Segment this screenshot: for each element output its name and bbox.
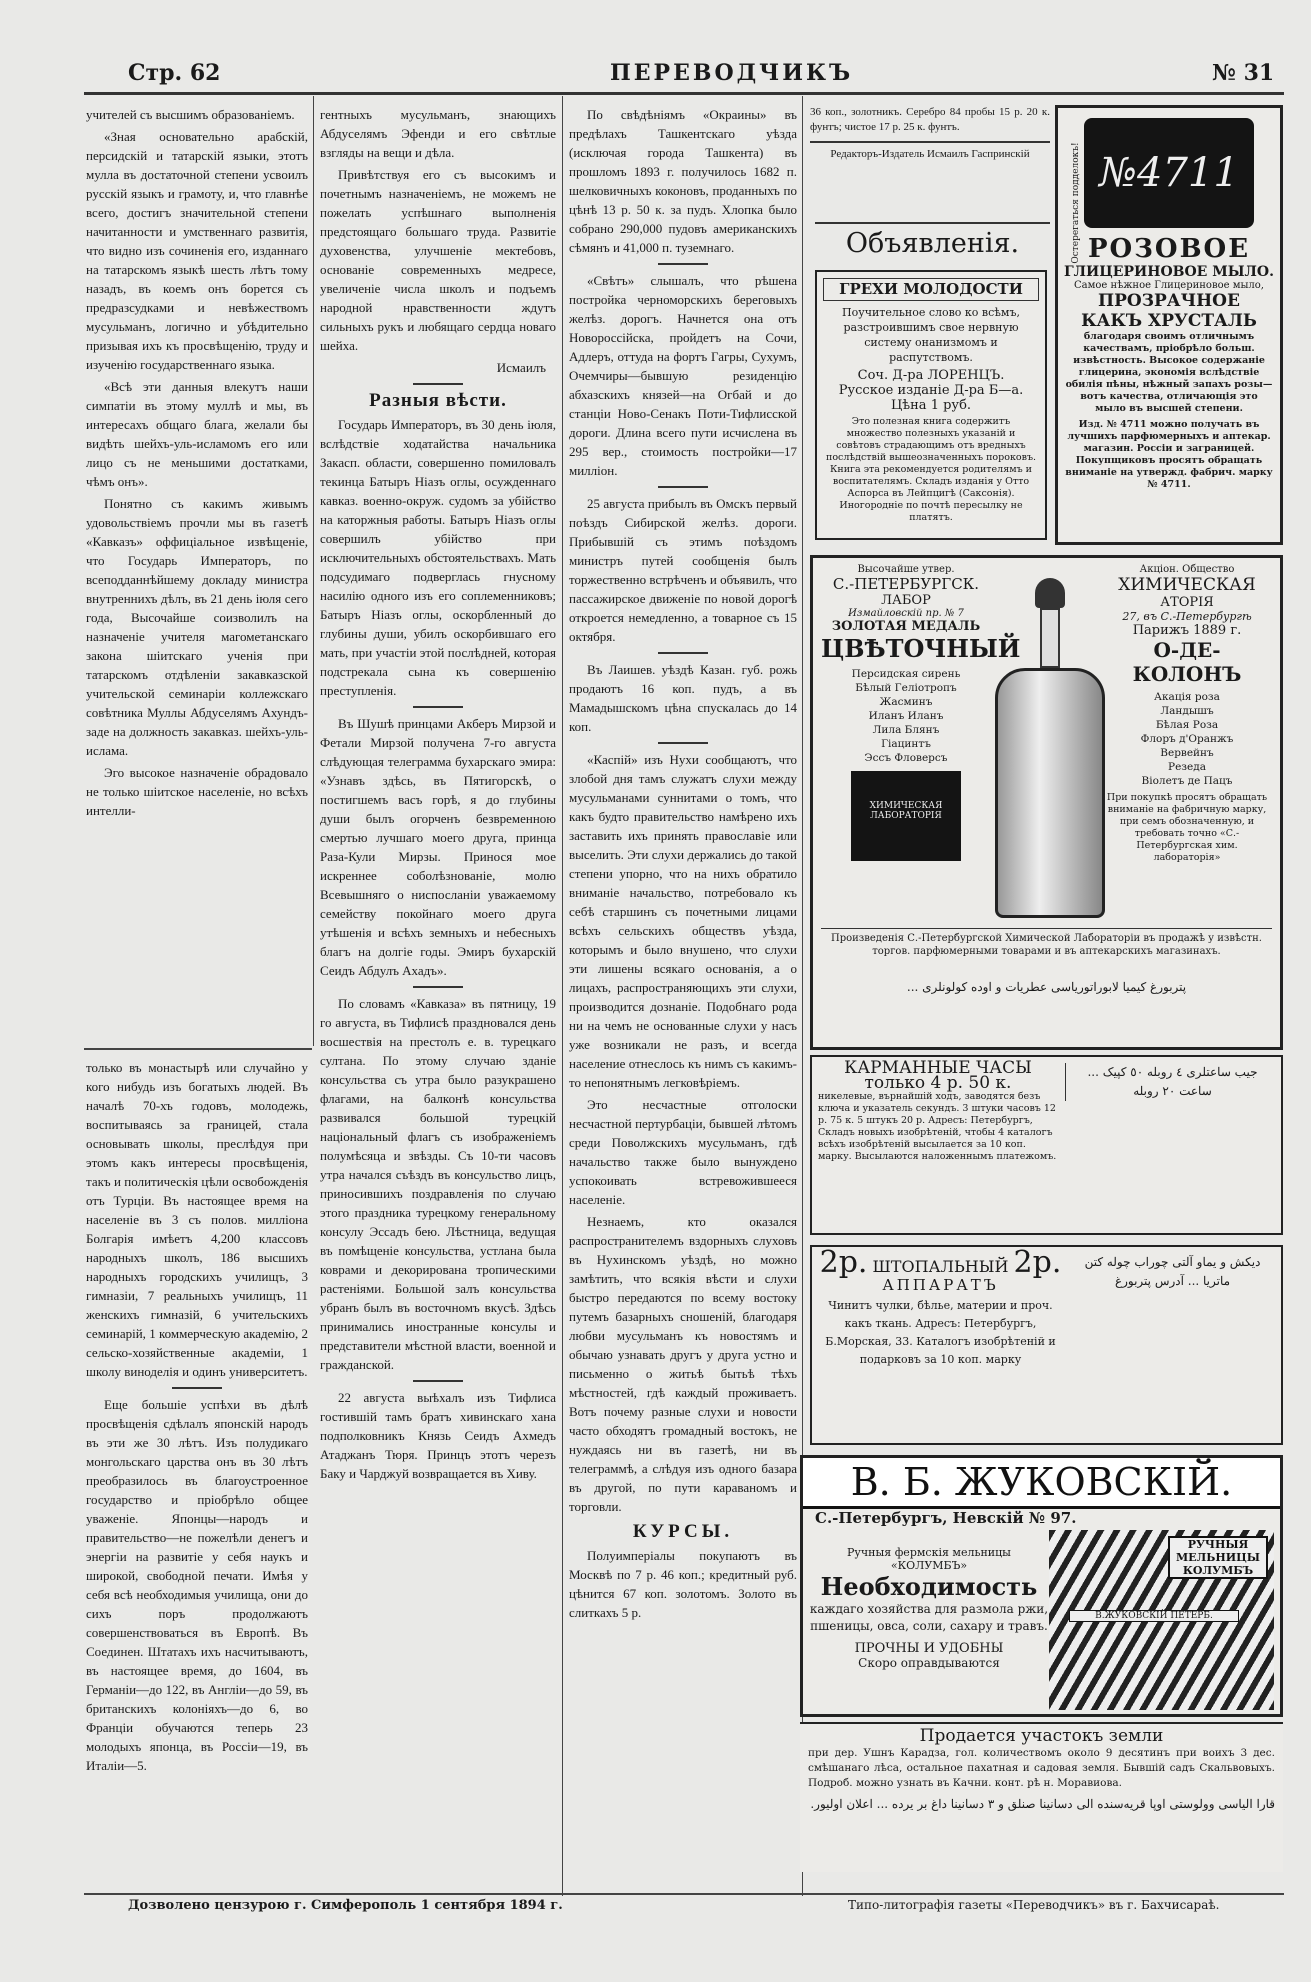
column-3	[569, 105, 797, 1890]
list-item: Ландышъ	[1160, 705, 1214, 717]
cologne-arabic: پتربورغ کیمیا لابوراتوریاسی عطریات و اوده کولونلری ...	[906, 980, 1187, 994]
column-2	[320, 105, 556, 1890]
list-item: Акація роза	[1154, 691, 1220, 703]
paragraph: Въ Лаишев. уѣздѣ Казан. губ. рожь продаютъ 16 коп. пудъ, а въ Мамадышскомъ цѣна спускалась до 14 коп.	[569, 662, 797, 734]
ad-book	[815, 270, 1047, 540]
paragraph: 36 коп., золотникъ. Серебро 84 пробы 15 р. 20 к. фунтъ; чистое 17 р. 25 к. фунтъ.	[810, 106, 1050, 133]
paragraph: «Свѣтъ» слышалъ, что рѣшена постройка черноморскихъ береговыхъ желѣз. дорогъ. Начнется она отъ Новороссійска, пройдетъ на Сочи, Адлеръ, оттуда на фортъ Гагры, Сухумъ, Очемчиры—бывшую резиденцію абхазскихъ князей—на Огбай и до станціи Ново-Сенакъ Поти-Тифлисской дороги. Длина всего пути исчислена въ 295 вер., стоимость постройки—17 милліон.	[569, 273, 797, 478]
header-rule	[84, 92, 1284, 95]
section-title: Разныя вѣсти.	[369, 390, 507, 411]
separator	[413, 706, 463, 708]
paragraph: Понятно съ какимъ живымъ удовольствіемъ прочли мы въ газетѣ «Кавказъ» оффиціальное извѣщеніе, что Государь Императоръ, по всеподданнѣйшему докладу министра внутреннихъ дѣлъ, въ 21 день іюля сего года, Высочайше соизволилъ на назначеніе учителя магометанскаго закона шіитскаго ученія при татарскомъ отдѣленіи закавказской учительской семинаріи коллежскаго совѣтника Муллы Абдуселямъ Ахундъ-заде на должность закавказ. шейхъ-уль-ислама.	[86, 496, 308, 758]
ad-4711-h2: ГЛИЦЕРИНОВОЕ МЫЛО.	[1064, 264, 1274, 280]
list-item: Гіацинтъ	[881, 738, 931, 750]
ad-4711-h1: РОЗОВОЕ	[1087, 234, 1251, 264]
paragraph: 25 августа прибылъ въ Омскъ первый поѣздъ Сибирской желѣз. дороги. Прибывшій съ этимъ поѣздомъ министръ путей сообщенія былъ торжественно встрѣченъ и объявилъ, что пассажирское движеніе по новой дорогѣ откроется немедленно, а товарное съ 15 октября.	[569, 496, 797, 644]
list-item: Бѣлый Геліотропъ	[855, 682, 957, 694]
list-item: Эссъ Фловерсъ	[864, 752, 948, 764]
cologne-r1: Акціон. Общество	[1139, 564, 1235, 575]
paragraph: Государь Императоръ, въ 30 день іюля, вслѣдствіе ходатайства начальника Закасп. области, совершенно помиловалъ текинца Батыръ Ніазъ оглы, осужденнаго кавказ. военно-окруж. судомъ за убійство на каторжныя работы. Батыръ Ніазъ оглы совершилъ убійство при исключительныхъ обстоятельствахъ. Мать подсудимаго подверглась гнусному насилію одного изъ его соплеменниковъ; Батыръ Ніазъ оглы, оскорбленный до глубины души, убилъ оскорбившаго его мать, при участіи этой послѣдней, которая подстрекала сына къ совершенію преступленія.	[320, 417, 556, 698]
list-item: Персидская сирень	[851, 668, 961, 680]
cologne-l1: Высочайше утвер.	[857, 564, 955, 575]
ad-zhukovsky	[800, 1455, 1283, 1717]
mill-illustration	[1049, 1530, 1274, 1710]
list-item: Бѣлая Роза	[1155, 719, 1219, 731]
ad-4711-side-text: Остерегаться подделокъ!	[1071, 142, 1081, 264]
zhuk-t4: Скоро оправдываются	[858, 1656, 1000, 1670]
separator	[172, 1387, 222, 1389]
editor-line: Редакторъ-Издатель Исмаилъ Гаспринскій	[810, 141, 1050, 162]
column-4-top	[810, 105, 1050, 215]
zhuk-h3: Необходимость	[820, 1572, 1038, 1601]
ad-cologne	[810, 555, 1283, 1050]
list-item: Віолетъ де Пацъ	[1141, 775, 1233, 787]
section-title-kursy: КУРСЫ.	[632, 1521, 734, 1542]
cologne-r3: АТОРІЯ	[1160, 595, 1214, 610]
paragraph: Въ Шушѣ принцами Акберъ Мирзой и Фетали Мирзой получена 7-го августа слѣдующая телеграмма бухарскаго эмира: «Узнавъ здѣсь, въ Пятигорскѣ, о постигшемъ васъ горѣ, я до глубины души былъ огорченъ безвременною смертью лучшаго моего друга, принца Раза-Кули Мирзы. Принося мое искреннее соболѣзнованіе, молю Всевышняго о ниспосланіи уважаемому семейству покойнаго моего друга утѣшенія и всѣхъ земныхъ и небесныхъ благъ на долгіе годы. Эмиръ бухарскій Сеидъ Абдулъ Ахадъ».	[320, 716, 556, 978]
separator	[413, 383, 463, 385]
footer-printer: Типо-литографія газеты «Переводчикъ» въ г. Бахчисараѣ.	[848, 1898, 1220, 1912]
ad-book-author: Соч. Д-ра ЛОРЕНЦЪ.	[857, 368, 1005, 383]
ad-book-title: ГРЕХИ МОЛОДОСТИ	[823, 278, 1039, 301]
ad-book-sub: Поучительное слово ко всѣмъ, разстроившимъ свое нервную систему онанизмомъ и распутствомъ.	[842, 306, 1020, 364]
cologne-l2: С.-ПЕТЕРБУРГСК.	[832, 575, 980, 593]
paragraph: 22 августа выѣхалъ изъ Тифлиса гостившій тамъ братъ хивинскаго хана подполковникъ Князь Сеидъ Ахмедъ Атаджанъ Тюря. Принцъ этотъ черезъ Баку и Чарджуй возвращается въ Хиву.	[320, 1390, 556, 1481]
separator	[658, 652, 708, 654]
zhuk-t2: каждаго хозяйства для размола ржи, пшеницы, овса, соли, сахару и травъ.	[809, 1602, 1049, 1633]
separator	[658, 742, 708, 744]
paragraph: По свѣдѣніямъ «Окраины» въ предѣлахъ Ташкентскаго уѣзда (исключая города Ташкента) въ прошломъ 1893 г. получилось 1682 п. шелковичныхъ коконовъ, проданныхъ по цѣнѣ 13 р. 50 к. за пудъ. Хлопка было собрано 290,000 пудовъ американскихъ сѣмянъ и 41,000 п. туземнаго.	[569, 107, 797, 255]
ads-heading: Объявленія.	[815, 222, 1050, 259]
cologne-right	[1102, 564, 1272, 864]
page-number: Стр. 62	[128, 60, 221, 86]
list-item: Флоръ д'Оранжъ	[1140, 733, 1234, 745]
ad-4711	[1055, 105, 1283, 545]
paragraph: Привѣтствуя его съ высокимъ и почетнымъ назначеніемъ, не можемъ не пожелать успѣшнаго выполненія предстоящаго большаго труда. Развитіе духовенства, улучшеніе мектебовъ, основаніе современныхъ медресе, увеличеніе числа школъ и подъемъ народной нравственности ждутъ сильныхъ рукъ и любящаго сердца новаго шейха.	[320, 167, 556, 353]
zhuk-badge1: РУЧНЫЯ МЕЛЬНИЦЫ КОЛУМБЪ	[1168, 1536, 1268, 1579]
darn-price: 2р.	[1013, 1245, 1062, 1280]
darn-h2: АППАРАТЪ	[882, 1276, 999, 1294]
masthead-title: ПЕРЕВОДЧИКЪ	[610, 60, 854, 86]
ad-4711-t1: Самое нѣжное Глицериновое мыло,	[1074, 280, 1264, 291]
column-1	[86, 105, 308, 1045]
separator	[413, 1380, 463, 1382]
ad-4711-h3: ПРОЗРАЧНОЕ	[1098, 291, 1240, 311]
list-item: Резеда	[1168, 761, 1206, 773]
list-item: Иланъ Иланъ	[868, 710, 944, 722]
ad-4711-logo: №4711	[1084, 118, 1254, 228]
separator	[413, 986, 463, 988]
zhuk-h1: В. Б. ЖУКОВСКІЙ.	[803, 1458, 1280, 1509]
watch-h2: только 4 р. 50 к.	[864, 1073, 1012, 1093]
darn-price: 2р.	[819, 1245, 868, 1280]
issue-number: № 31	[1212, 60, 1275, 86]
cologne-r5: Парижъ 1889 г.	[1132, 623, 1242, 638]
watch-arabic: جیب ساعتلری ٤ روبله ٥٠ کپیک ... ساعت ٢٠ روبله	[1065, 1063, 1275, 1101]
footer-rule	[84, 1893, 1284, 1895]
signature: Исмаилъ	[496, 360, 546, 375]
darn-h1: ШТОПАЛЬНЫЙ	[872, 1257, 1009, 1276]
cologne-r4: 27, въ С.-Петербургѣ	[1122, 610, 1252, 623]
cologne-l5: ЗОЛОТАЯ МЕДАЛЬ	[831, 619, 981, 634]
watch-body: никелевые, върнайшій ходъ, заводятся безъ ключа и указатель секундъ. 3 штуки часовъ 12 р. 75 к. 5 штукъ 20 р. Адресъ: Петербургъ, Складъ новыхъ изобрѣтеній, чтобы 4 каталогъ всѣхъ изобрѣтеній высылается за 10 коп. марку. Высылаются наложеннымъ платежомъ.	[818, 1091, 1057, 1162]
list-item: Жасминъ	[879, 696, 933, 708]
land-arabic: قارا الیاسی وولوستی اوپا قریه‌سنده الی دسانینا صنلق و ٣ دسانینا داغ بر یرده ... اعلان اولیور.	[810, 1797, 1275, 1811]
land-h1: Продается участокъ земли	[919, 1726, 1164, 1746]
land-body: при дер. Ушнъ Карадза, гол. количествомъ около 9 десятинъ при воихъ 3 дес. смѣшанаго лѣса, остальное пахатная и садовая земля. Бывшій садъ Скальвовыхъ. Подроб. можно узнать въ Качни. конт. рѣ н. Моравиова.	[808, 1747, 1275, 1789]
separator	[658, 263, 708, 265]
ad-4711-foot: Изд. № 4711 можно получать въ лучшихъ парфюмерныхъ и аптекар. магазин. Россіи и заграницей. Покупщиковъ просятъ обращать вниманіе на утвержд. фабрич. марку № 4711.	[1065, 419, 1273, 490]
zhuk-badge2: В.ЖУКОВСКІЙ ПЕТЕРБ.	[1069, 1610, 1239, 1622]
cologne-foot: Произведенія С.-Петербургской Химической Лабораторіи въ продажѣ у извѣстн. торгов. парфюмерными товарами и въ аптекарскихъ магазинахъ.	[821, 928, 1272, 958]
cologne-left	[821, 564, 1021, 867]
section-rule	[84, 1048, 312, 1050]
paragraph: «Каспій» изъ Нухи сообщаютъ, что злобой дня тамъ служатъ слухи между мусульманами суннитами о томъ, что какъ будто правительство намѣрено ихъ заставить ихъ принять православіе или выселить. Эти слухи держались до такой степени упорно, что на нихъ обратило вниманіе начальство, потребовало къ себѣ старшинъ съ почетными лицами всѣхъ сельскихъ обществъ уѣзда, которымъ и было внушено, что слухи эти лишены всякаго основанія, а о лицахъ, распространяющихъ эти слухи, производится дознаніе. Подобнаго рода ни на чемъ не основанные слухи у насъ уже возникали не разъ, и всегда население отнеслось къ нимъ съ какимъ-то непонятнымъ легковѣріемъ.	[569, 752, 797, 1090]
ad-4711-h4: КАКЪ ХРУСТАЛЬ	[1081, 311, 1257, 331]
column-divider	[313, 96, 314, 1046]
ad-watch	[810, 1055, 1283, 1235]
paragraph: Эго высокое назначеніе обрадовало не только шіитское населеніе, но всѣхъ интелли-	[86, 765, 308, 818]
ad-4711-body: благодаря своимъ отличнымъ качествамъ, пріобрѣло больш. извѣстность. Высокое содержаніе глицерина, экономія вслѣдствіе обилія пѣны, нѣжный запахъ розы—вотъ качества, отличающія это мыло въ высшей степени.	[1065, 331, 1273, 414]
cologne-l4: Измайловскій пр. № 7	[848, 608, 964, 619]
footer-censorship: Дозволено цензурою г. Симферополь 1 сентября 1894 г.	[128, 1898, 563, 1913]
paragraph: Незнаемъ, кто оказался распространителемъ вздорныхъ слуховъ въ Нухинскомъ уѣздѣ, но можно замѣтить, что всякія вѣсти и слухи быстро передаются по всему востоку путемъ базарныхъ сношеній, благодаря любви мусульманъ къ новостямъ и обычаю узнавать другъ у друга устно и письменно о житьѣ бытьѣ тѣхъ мѣстностей, гдѣ каждый проживаетъ. Вотъ почему разные слухи и новости часто обходятъ громадный востокъ, не нуждаясь ни въ газетѣ, ни въ телеграммѣ, а слѣдуя изъ одного базара въ другой, по пути караваномъ и торговли.	[569, 1214, 797, 1514]
bottle-illustration	[995, 578, 1105, 918]
cologne-r6: О-ДЕ-КОЛОНЪ	[1132, 638, 1242, 686]
cologne-l3: ЛАБОР	[881, 593, 931, 608]
ad-book-ed: Русское изданіе Д-ра Б—а.	[838, 383, 1024, 398]
watch-h1: КАРМАННЫЕ ЧАСЫ	[844, 1058, 1032, 1078]
ad-land	[800, 1722, 1283, 1872]
cologne-label: ХИМИЧЕСКАЯ ЛАБОРАТОРІЯ	[851, 771, 961, 861]
darn-title	[818, 1245, 1063, 1280]
ad-darning	[810, 1245, 1283, 1445]
list-item: Лила Блянъ	[872, 724, 940, 736]
paragraph: «Всѣ эти данныя влекутъ наши симпатіи въ этому муллѣ и мы, въ интересахъ общаго блага, желали бы видѣть шейхъ-уль-исламомъ его или лицо съ не меньшими достатками, чѣмъ онъ».	[86, 379, 308, 489]
zhuk-t3: ПРОЧНЫ И УДОБНЫ	[854, 1641, 1004, 1656]
ad-book-body: Это полезная книга содержитъ множество полезныхъ указаній и совѣтовъ страдающимъ отъ вредныхъ послѣдствій вышеозначенныхъ пороковъ. Книга эта рекомендуется родителямъ и воспитателямъ. Складъ изданія у Отто Аспорса въ Лейпцигѣ (Саксонія). Иногородніе по почтѣ пересылку не платятъ.	[825, 416, 1037, 523]
paragraph: только въ монастырѣ или случайно у кого нибудь изъ богатыхъ людей. Въ началѣ 70-хъ годовъ, молодежь, воспитываясь за границей, стала основывать школы, преслѣдуя при этомъ какъ интересы просвѣщенія, такъ и политическія цѣли освобожденія отъ Турціи. Въ настоящее время на населеніе въ 3 съ полов. милліона Болгарія имѣетъ 4,200 классовъ народныхъ школъ, 186 высшихъ народныхъ городскихъ училищъ, 3 гимназіи, 7 реальныхъ училищъ, 11 женскихъ гимназій, 6 учительскихъ семинарій, 1 коммерческую академію, 2 сельско-хозяйственные академіи, 1 школу виноделія и одинъ университетъ.	[86, 1060, 308, 1379]
list-item: Вервейнъ	[1160, 747, 1214, 759]
cologne-l6: ЦВѢТОЧНЫЙ	[821, 634, 1021, 663]
darn-arabic: دیکش و یماو آلتی چوراب چوله کتن ماتریا ... آدرس پتربورغ	[1084, 1255, 1261, 1288]
cologne-r2: ХИМИЧЕСКАЯ	[1118, 575, 1256, 595]
paragraph: «Зная основательно арабскій, персидскій и татарскій языки, этотъ мулла въ достаточной степени усвоилъ русскій языкъ и грамоту, и, что главнѣе всего, достигъ значительной степени начитанности и умственнаго развитія, что видно изъ сочиненія его, изданнаго на татарскомъ языкѣ шесть лѣтъ тому назадъ, въ коемъ онъ борется съ предразсудками и невѣжествомъ мусульманъ, логично и убѣдительно призывая ихъ къ просвѣщенію, труду и изученію государственнаго языка.	[86, 129, 308, 372]
paragraph: учителей съ высшимъ образованіемъ.	[86, 107, 295, 122]
darn-body: Чинитъ чулки, бѣлье, материи и проч. какъ ткань. Адресъ: Петербургъ, Б.Морская, 33. Каталогъ изобрѣтеній и подарковъ за 10 коп. марку	[825, 1299, 1056, 1366]
cologne-note: При покупкѣ просятъ обращать вниманіе на фабричную марку, при семъ обозначенную, и требовать точно «С.-Петербургская хим. лабораторія»	[1106, 792, 1268, 863]
separator	[658, 486, 708, 488]
paragraph: Полуимперіалы покупаютъ въ Москвѣ по 7 р. 46 коп.; кредитный руб. цѣнится 67 коп. золотомъ. Золото въ слиткахъ 5 р.	[569, 1548, 797, 1620]
paragraph: гентныхъ мусульманъ, знающихъ Абдуселямъ Эфенди и его свѣтлые взгляды на вещи и дѣла.	[320, 107, 556, 160]
column-1-lower	[86, 1058, 308, 1888]
paragraph: Еще большіе успѣхи въ дѣлѣ просвѣщенія сдѣлалъ японскій народъ въ эти же 30 лѣтъ. Изъ полудикаго монгольскаго царства онъ въ 30 лѣтъ преобразилось въ благоустроенное государство и пріобрѣло общее уваженіе. Японцы—народъ и правительство—не пожелѣли денегъ и энергіи на развитіе у себя наукъ и широкой, свободной печати. Имѣя у себя всѣ необходимыя училища, они до сихъ поръ продолжаютъ совершенствоваться въ Европѣ. Въ Соединен. Штатахъ ихъ насчитываютъ, въ настоящее время, до 1604, въ Германіи—до 122, въ Англіи—до 59, въ британскихъ колоніяхъ—до 6, во Франціи обучаются теперь 23 молодыхъ японца, въ Россіи—19, въ Италіи—5.	[86, 1397, 308, 1773]
paragraph: По словамъ «Кавказа» въ пятницу, 19 го августа, въ Тифлисѣ праздновался день восшествія на престолъ е. в. турецкаго султана. По этому случаю зданіе консульства съ утра было разукрашено флагами, на балконѣ консульства развивался большой турецкій національный флагъ съ изображеніемъ полумѣсяца и звѣзды. Съ 10-ти часовъ утра начался съѣздъ въ консульство лицъ, приносившихъ поздравленія по случаю этого праздника турецкому генеральному консулу Эссадъ бею. Лѣстница, ведущая въ помѣщеніе консульства, устлана была коврами и декорирована тропическими растеніями. Большой залъ консульства убранъ былъ въ восточномъ вкусѣ. Здѣсь принимались иностранные консулы и представители мѣстной власти, военной и гражданской.	[320, 996, 556, 1372]
zhuk-h2: С.-Петербургъ, Невскій № 97.	[815, 1509, 1077, 1527]
column-divider	[562, 96, 563, 1896]
ad-book-price: Цѣна 1 руб.	[890, 398, 972, 413]
zhuk-t1: Ручныя фермскія мельницы «КОЛУМБЪ»	[847, 1546, 1011, 1572]
paragraph: Это несчастные отголоски несчастной пертурбаціи, бывшей лѣтомъ среди Поволжскихъ мусульманъ, гдѣ начальство также было вынуждено успокоивать встревожившееся населеніе.	[569, 1097, 797, 1207]
